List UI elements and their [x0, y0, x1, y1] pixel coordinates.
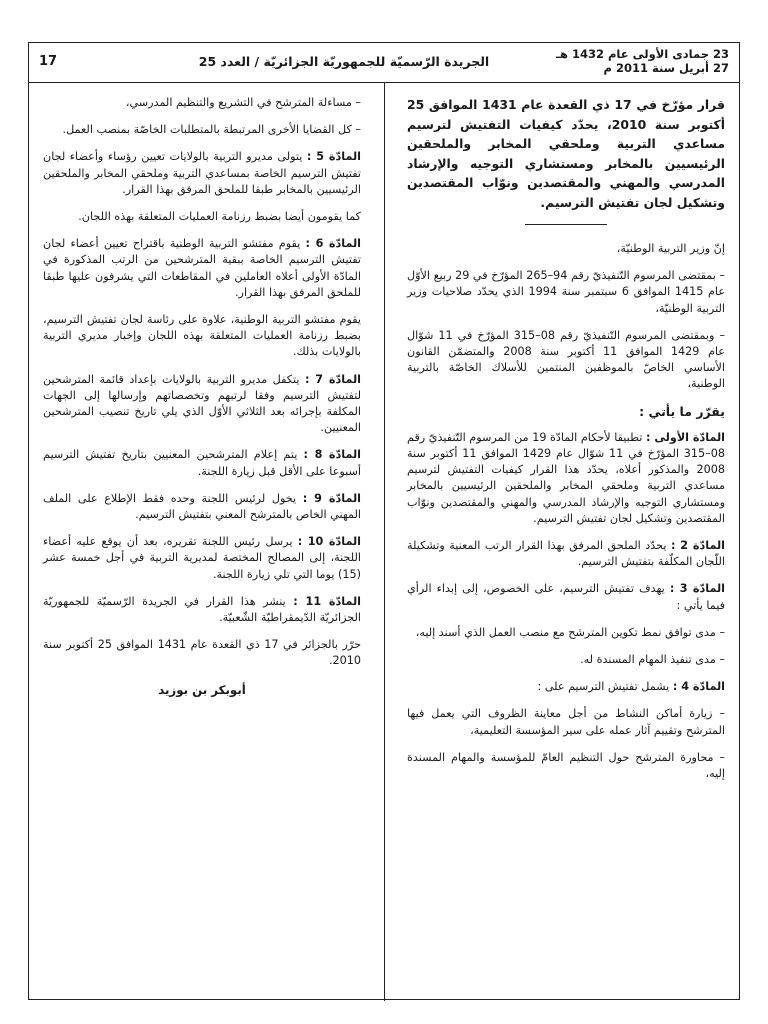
list-item: – مساءلة المترشح في التشريع والتنظيم المدرسي، — [125, 96, 361, 109]
signatory-name: أبوبكر بن بوزيد — [158, 682, 246, 697]
article-7 — [43, 372, 361, 437]
article-4 — [407, 679, 725, 695]
list-item: – زيارة أماكن النشاط من أجل معاينة الظروف التي يعمل فيها المترشح وتقييم آثار عمله على سير المؤسسة التعليمية، — [407, 707, 725, 737]
article-text: ينشر هذا القرار في الجريدة الرّسميّة للجمهوريّة الجزائريّة الدّيمقراطيّة الشّعبيّة. — [43, 594, 361, 625]
article-3 — [407, 581, 725, 613]
article-10 — [43, 534, 361, 583]
issue-date — [556, 47, 729, 75]
date-gregorian: 27 أبريل سنة 2011 م — [603, 61, 729, 75]
article-label: المادّة الأولى : — [645, 430, 725, 444]
article-text: يتولى مديرو التربية بالولايات تعيين رؤساء وأعضاء لجان تفتيش الترسيم الخاصة بمساعدي التربية وملحقي المخابر والملحقين الرئيسيين بالمخابر طبقا للملحق المرفق بهذا القرار. — [43, 150, 361, 196]
visa-paragraph: – بمقتضى المرسوم التّنفيذيّ رقم 94–265 المؤرّخ في 29 ربيع الأوّل عام 1415 الموافق 6 سبتمبر سنة 1994 الذي يحدّد صلاحيات وزير التربية الوطنيّة، — [407, 269, 726, 315]
article-6-paragraph: يقوم مفتشو التربية الوطنية، علاوة على رئاسة لجان تفتيش الترسيم، بضبط رزنامة العمليات المتعلقة بهذه اللجان وإخبار مديري التربية بالولايات بذلك. — [43, 313, 361, 359]
done-at-line: حرّر بالجزائر في 17 ذي القعدة عام 1431 الموافق 25 أكتوبر سنة 2010. — [43, 638, 361, 668]
article-text: يحدّد الملحق المرفق بهذا القرار الرتب المعنية وتشكيلة اللّجان المكلّفة بتفتيش الترسيم. — [407, 539, 725, 569]
right-column — [407, 95, 725, 793]
page-number: 17 — [39, 54, 58, 69]
article-label: المادّة 8 : — [303, 448, 362, 462]
article-text: يتم إعلام المترشحين المعنيين بتاريخ تفتيش الترسيم أسبوعا على الأقل قبل زيارة اللجنة. — [43, 448, 361, 478]
list-item: – كل القضايا الأخرى المرتبطة بالمتطلبات الخاصّة بمنصب العمل. — [62, 123, 361, 137]
article-label: المادّة 5 : — [306, 150, 361, 164]
article-label: المادّة 7 : — [304, 372, 361, 386]
article-label: المادّة 4 : — [672, 680, 725, 694]
article-label: المادّة 2 : — [670, 539, 726, 553]
article-text: تطبيقا لأحكام المادّة 19 من المرسوم التّنفيذيّ رقم 08–315 المؤرّخ في 11 شوّال عام 1429 الموافق 11 أكتوبر سنة 2008 والمذكور أعلاه، يحدّد هذا القرار كيفيات التفتيش لترسيم مساعدي التربية وملحقي المخابر والملحقين الرئيسيين بالمخابر ومستشاري التوجيه والإرشاد المدرسي والمهني والمقتصدين ونوّاب المقتصدين وتشكيل لجان تفتيش الترسيم. — [407, 430, 725, 525]
article-text: يهدف تفتيش الترسيم، على الخصوص، إلى إبداء الرأي فيما يأتي : — [407, 582, 725, 612]
page-frame — [28, 42, 740, 1000]
article-1 — [407, 430, 725, 527]
article-5 — [43, 149, 361, 198]
article-text: يخول لرئيس اللجنة وحده فقط الإطلاع على الملف المهني الخاص بالمترشح المعني بتفتيش الترسيم. — [43, 491, 361, 522]
article-label: المادّة 9 : — [302, 491, 362, 505]
article-11 — [43, 594, 361, 626]
page-header — [29, 43, 739, 83]
list-item: – مدى توافق نمط تكوين المترشح مع منصب العمل الذي أسند إليه، — [415, 625, 725, 639]
article-9 — [43, 491, 361, 523]
article-text: يتكفل مديرو التربية بالولايات بإعداد قائمة المترشحين لتفتيش الترسيم وفقا لرتبهم وتخصصاتهم وإرسالها إلى الجهات المكلفة بإجرائه بعد الثلاثي الأوّل الذي يلي تاريخ تنصيب المترشحين المعنيين. — [43, 372, 361, 435]
date-hijri: 23 جمادى الأولى عام 1432 هـ — [556, 47, 729, 61]
decides-heading: يقرّر ما يأتي : — [639, 403, 725, 419]
article-text: يشمل تفتيش الترسيم على : — [537, 680, 670, 694]
article-text: يرسل رئيس اللجنة تقريره، بعد أن يوقع عليه أعضاء اللجنة، إلى المصالح المختصة لمديرية التربية في أجل خمسة عشر (15) يوما التي تلي زيارة اللجنة. — [43, 535, 361, 581]
journal-title: الجريدة الرّسميّة للجمهوريّة الجزائريّة / العدد 25 — [198, 54, 490, 69]
article-label: المادّة 6 : — [305, 237, 362, 251]
column-divider — [384, 83, 385, 1001]
article-2 — [407, 538, 725, 570]
minister-line: إنّ وزير التربية الوطنيّة، — [616, 242, 725, 255]
article-5-paragraph: كما يقومون أيضا بضبط رزنامة العمليات المتعلقة بهذه اللجان. — [78, 210, 361, 224]
visa-paragraph: – وبمقتضى المرسوم التّنفيذيّ رقم 08–315 المؤرّخ في 11 شوّال عام 1429 الموافق 11 أكتوبر سنة 2008 والمتضمّن القانون الأساسي الخاصّ بالموظفين المنتمين للأسلاك الخاصّة بالتربية الوطنية، — [407, 328, 725, 391]
title-separator — [525, 224, 607, 225]
left-column — [43, 95, 361, 699]
decree-title: قرار مؤرّخ في 17 ذي القعدة عام 1431 الموافق 25 أكتوبر سنة 2010، يحدّد كيفيات التفتيش لترسيم مساعدي التربية وملحقي المخابر والملحقين الرئيسيين بالمخابر ومستشاري التوجيه والإرشاد المدرسي والمهني والمقتصدين ونوّاب المقتصدين وتشكيل لجان تفتيش الترسيم. — [407, 97, 726, 210]
list-item: – محاورة المترشح حول التنظيم العامّ للمؤسسة والمهام المسندة إليه، — [407, 750, 725, 781]
signature-block — [43, 682, 361, 699]
article-text: يقوم مفتشو التربية الوطنية باقتراح تعيين أعضاء لجان تفتيش الترسيم الخاصة ببقية المترشحين من الرتب المذكورة في المادّة الأولى أعلاه العاملين في المقاطعات التي يشرفون عليها طبقا للملحق المرفق بهذا القرار. — [43, 237, 361, 299]
article-8 — [43, 447, 361, 479]
list-item: – مدى تنفيذ المهام المسندة له. — [580, 653, 725, 667]
article-label: المادّة 11 : — [293, 594, 361, 608]
article-6 — [43, 236, 361, 301]
article-label: المادّة 3 : — [669, 582, 725, 596]
article-label: المادّة 10 : — [297, 535, 361, 549]
